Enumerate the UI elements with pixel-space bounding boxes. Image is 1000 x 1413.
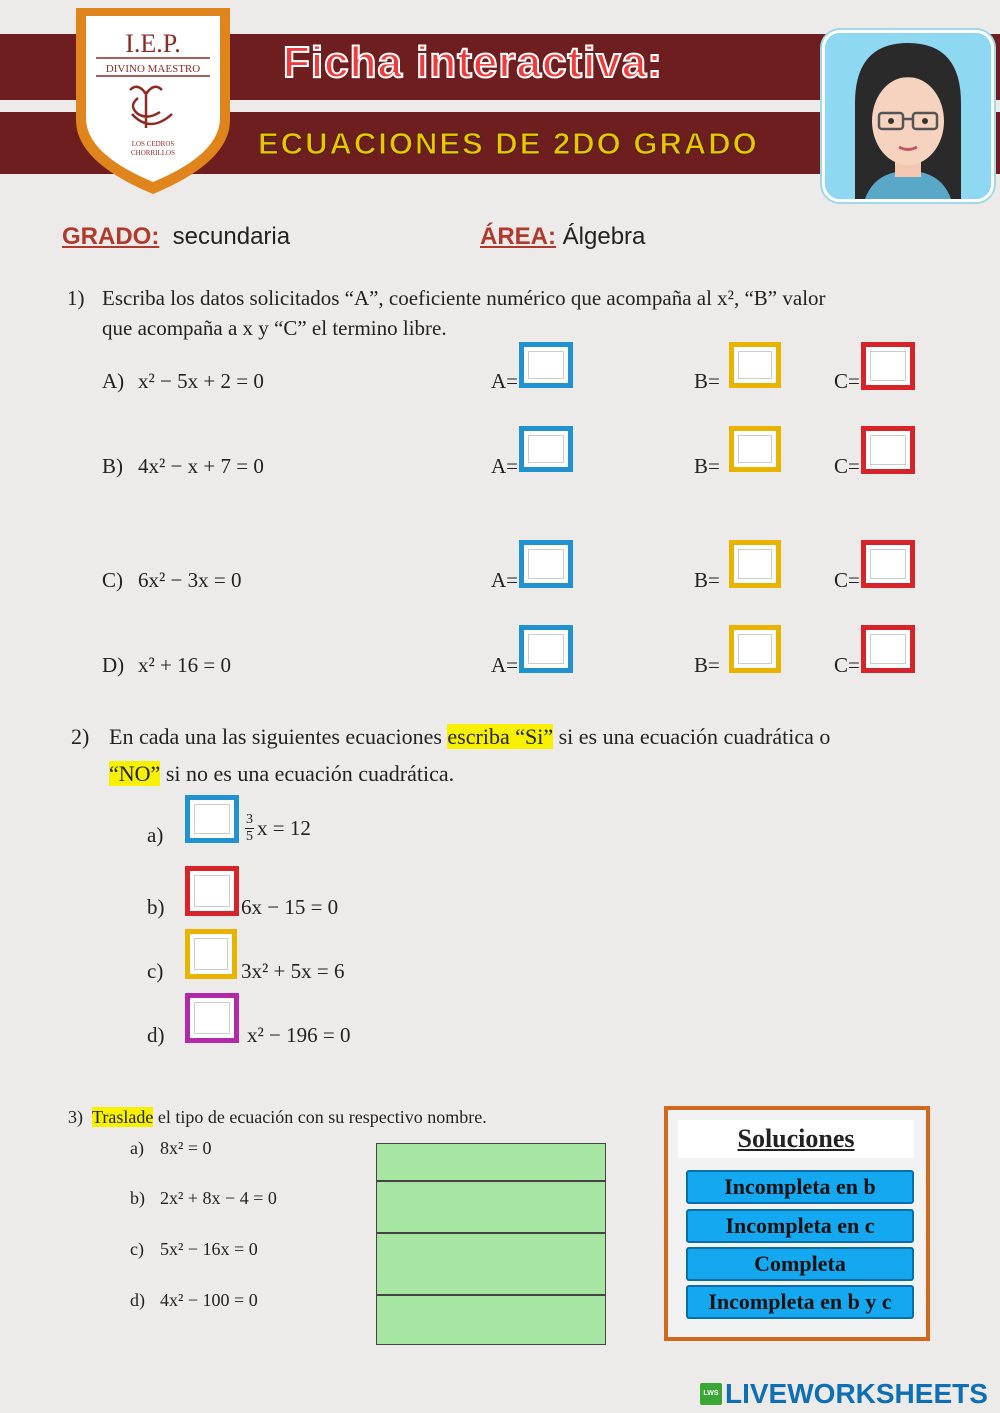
area-label: ÁREA: bbox=[480, 223, 556, 250]
school-shield-logo bbox=[68, 2, 238, 198]
grado-value: secundaria bbox=[172, 223, 291, 250]
solutions-title: Soluciones bbox=[678, 1120, 914, 1158]
q2-line1-post: si es una ecuación cuadrática o bbox=[553, 724, 831, 749]
q2-number: 2) bbox=[71, 724, 90, 749]
school-name: I.E.P. bbox=[125, 29, 181, 58]
q3-drop-zone-a[interactable] bbox=[376, 1143, 606, 1181]
q3-item-equation: 2x² + 8x − 4 = 0 bbox=[160, 1188, 277, 1208]
q1-answer-a-input[interactable] bbox=[519, 342, 573, 388]
q1-label-b: B= bbox=[694, 653, 720, 677]
q1-item-equation: 4x² − x + 7 = 0 bbox=[138, 454, 264, 478]
solution-option-incompleta-b-c[interactable]: Incompleta en b y c bbox=[686, 1285, 914, 1319]
q2-answer-input[interactable] bbox=[185, 993, 239, 1043]
q3-item-equation: 8x² = 0 bbox=[160, 1138, 212, 1158]
q3-item-letter: c) bbox=[130, 1239, 144, 1259]
q2-answer-input[interactable] bbox=[185, 795, 239, 843]
q3-item-letter: d) bbox=[130, 1290, 145, 1310]
q2-line2-post: si no es una ecuación cuadrática. bbox=[160, 761, 455, 786]
q1-label-c: C= bbox=[834, 369, 860, 393]
teacher-avatar bbox=[822, 30, 994, 202]
q3-drop-zone-c[interactable] bbox=[376, 1233, 606, 1295]
liveworksheets-brand: LIVEWORKSHEETS bbox=[725, 1378, 988, 1409]
solutions-panel bbox=[664, 1106, 930, 1341]
q2-instruction-line1 bbox=[109, 724, 830, 750]
q3-drop-zone-b[interactable] bbox=[376, 1181, 606, 1233]
q3-item-equation: 4x² − 100 = 0 bbox=[160, 1290, 258, 1310]
q1-instruction-line2: que acompaña a x y “C” el termino libre. bbox=[102, 316, 447, 340]
q1-label-b: B= bbox=[694, 454, 720, 478]
q1-item-equation: 6x² − 3x = 0 bbox=[138, 568, 242, 592]
q1-label-c: C= bbox=[834, 568, 860, 592]
q1-answer-b-input[interactable] bbox=[729, 426, 781, 472]
q1-answer-a-input[interactable] bbox=[519, 426, 573, 472]
q3-drop-zone-d[interactable] bbox=[376, 1295, 606, 1345]
q2-instruction-line2 bbox=[109, 761, 454, 787]
q3-instruction bbox=[68, 1107, 487, 1128]
q3-text: el tipo de ecuación con su respectivo nombre. bbox=[153, 1107, 487, 1127]
q1-answer-b-input[interactable] bbox=[729, 540, 781, 588]
q1-instruction-line1: Escriba los datos solicitados “A”, coeficiente numérico que acompaña al x², “B” valor bbox=[102, 286, 826, 310]
q3-item-letter: b) bbox=[130, 1188, 145, 1208]
solution-option-completa[interactable]: Completa bbox=[686, 1247, 914, 1281]
q3-item-letter: a) bbox=[130, 1138, 144, 1158]
solution-option-incompleta-c[interactable]: Incompleta en c bbox=[686, 1209, 914, 1243]
q3-highlight: Traslade bbox=[92, 1107, 154, 1127]
grado-label: GRADO: bbox=[62, 223, 160, 250]
q1-label-a: A= bbox=[491, 568, 519, 592]
q2-line1-pre: En cada una las siguientes ecuaciones bbox=[109, 724, 448, 749]
q1-answer-c-input[interactable] bbox=[861, 342, 915, 390]
solution-option-incompleta-b[interactable]: Incompleta en b bbox=[686, 1170, 914, 1204]
q1-answer-b-input[interactable] bbox=[729, 625, 781, 673]
q1-label-a: A= bbox=[491, 454, 519, 478]
q2-item-equation: x² − 196 = 0 bbox=[247, 1023, 351, 1047]
school-location2: CHORRILLOS bbox=[131, 149, 175, 157]
q1-label-c: C= bbox=[834, 653, 860, 677]
q1-label-b: B= bbox=[694, 568, 720, 592]
q1-item-letter: A) bbox=[102, 369, 125, 393]
q3-item-equation: 5x² − 16x = 0 bbox=[160, 1239, 258, 1259]
q2-line1-highlight: escriba “Si” bbox=[447, 724, 554, 749]
q2-item-equation: 6x − 15 = 0 bbox=[241, 895, 339, 919]
q1-item-equation: x² − 5x + 2 = 0 bbox=[138, 369, 264, 393]
q1-answer-b-input[interactable] bbox=[729, 342, 781, 388]
q1-item-letter: C) bbox=[102, 568, 123, 592]
q2-item-equation bbox=[245, 812, 311, 845]
q2-item-letter: a) bbox=[147, 823, 164, 847]
area-value: Álgebra bbox=[562, 223, 646, 250]
q3-number: 3) bbox=[68, 1107, 83, 1127]
liveworksheets-badge-icon: LWS bbox=[700, 1383, 722, 1405]
q1-number: 1) bbox=[67, 286, 85, 310]
liveworksheets-logo bbox=[700, 1378, 988, 1410]
q2-item-letter: b) bbox=[147, 895, 165, 919]
q1-label-a: A= bbox=[491, 369, 519, 393]
q1-answer-a-input[interactable] bbox=[519, 540, 573, 588]
q2-item-letter: c) bbox=[147, 959, 164, 983]
q2-fraction-denominator: 5 bbox=[246, 829, 253, 844]
q1-item-equation: x² + 16 = 0 bbox=[138, 653, 231, 677]
q1-answer-c-input[interactable] bbox=[861, 540, 915, 588]
q1-label-c: C= bbox=[834, 454, 860, 478]
page-title: Ficha interactiva: bbox=[283, 38, 663, 87]
area-field bbox=[480, 223, 645, 251]
school-motto: DIVINO MAESTRO bbox=[105, 63, 201, 75]
q1-answer-c-input[interactable] bbox=[861, 426, 915, 474]
school-location1: LOS CEDROS bbox=[131, 140, 175, 148]
q1-label-a: A= bbox=[491, 653, 519, 677]
q2-item-equation: 3x² + 5x = 6 bbox=[241, 959, 345, 983]
q1-answer-c-input[interactable] bbox=[861, 625, 915, 673]
q2-answer-input[interactable] bbox=[185, 929, 237, 979]
q1-item-letter: D) bbox=[102, 653, 125, 677]
q1-answer-a-input[interactable] bbox=[519, 625, 573, 673]
q2-fraction-numerator: 3 bbox=[246, 812, 253, 827]
q1-label-b: B= bbox=[694, 369, 720, 393]
q2-line2-highlight: “NO” bbox=[109, 761, 161, 786]
q2-item-letter: d) bbox=[147, 1023, 165, 1047]
q1-item-letter: B) bbox=[102, 454, 123, 478]
page-subtitle: ECUACIONES DE 2DO GRADO bbox=[258, 126, 759, 161]
teacher-avatar-icon bbox=[825, 33, 991, 199]
q2-answer-input[interactable] bbox=[185, 866, 239, 916]
q2-equation-rest: x = 12 bbox=[257, 816, 311, 840]
grado-field bbox=[62, 223, 290, 251]
